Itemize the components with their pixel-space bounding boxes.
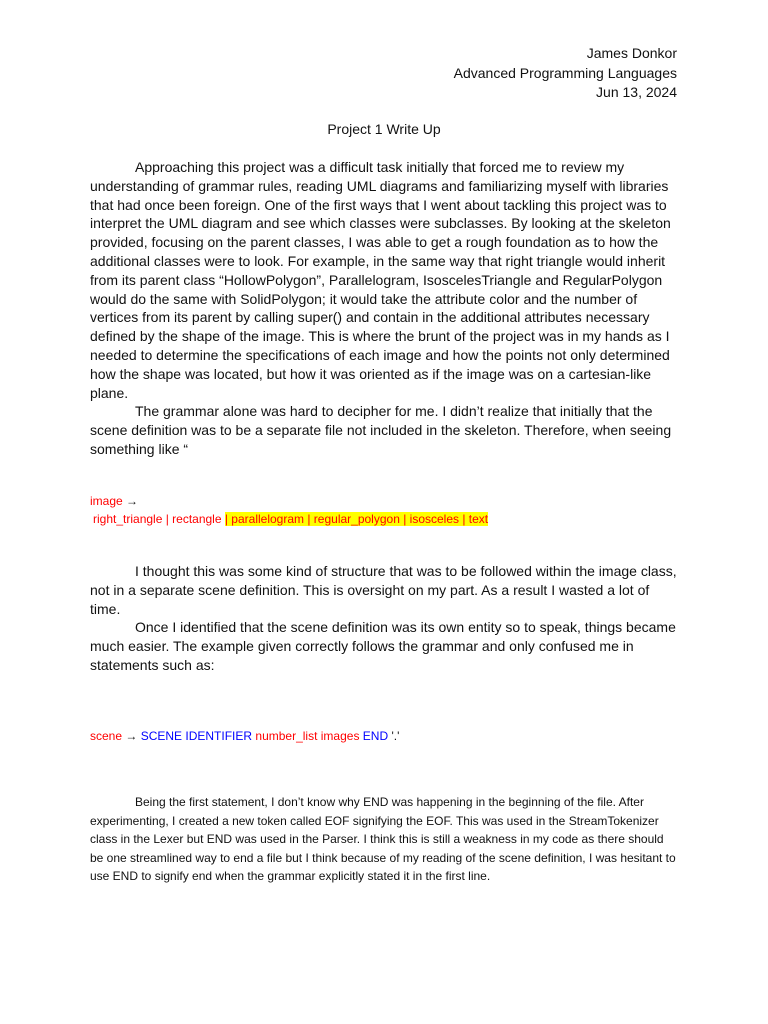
paragraph-approach (90, 158, 680, 459)
grammar-scene-keyword-end: END (362, 729, 389, 743)
grammar-scene-nonterminals: number_list images (252, 729, 363, 743)
paragraph-end-token (90, 793, 680, 886)
paragraph-approach-text: Approaching this project was a difficult task initially that forced me to review my understanding of grammar rules, reading UML diagrams and familiarizing myself with libraries that had once been foreign. One of the first ways that I went about tackling this project was to interpret the UML diagram and see which classes were subclasses. By looking at the skeleton provided, focusing on the parent classes, I was able to get a rough foundation as to how the additional classes were to look. For example, in the same way that right triangle would inherit from its parent class “HollowPolygon”, Parallelogram, IsoscelesTriangle and RegularPolygon would do the same with SolidPolygon; it would take the attribute color and the number of vertices from its parent by calling super() and contain in the additional attributes necessary defined by the shape of the image. This is where the brunt of the project was in my hands as I needed to determine the specifications of each image and how the points not only determined how the shape was located, but how it was oriented as if the image was on a cartesian-like plane. (90, 159, 671, 401)
paragraph-end-token-text: Being the first statement, I don’t know why END was happening in the beginning of the file. After experimenting, I created a new token called EOF signifying the EOF. This was used in the StreamTokenizer class in the Lexer but END was used in the Parser. I think this is still a weakness in my code as there should be one streamlined way to end a file but I think because of my reading of the scene definition, I was hesitant to use END to signify end when the grammar explicitly stated it in the first line. (90, 795, 676, 883)
paragraph-oversight-text: I thought this was some kind of structure that was to be followed within the image class, not in a separate scene definition. This is oversight on my part. As a result I wasted a lot of time. (90, 563, 677, 617)
grammar-image-alternatives-highlighted: | parallelogram | regular_polygon | isosceles | text (224, 512, 489, 526)
grammar-image-alternatives: right_triangle | rectangle (93, 512, 225, 526)
grammar-image-lhs: image (90, 494, 123, 508)
grammar-scene-keyword-scene: SCENE IDENTIFIER (140, 729, 253, 743)
paragraph-grammar-text: The grammar alone was hard to decipher for me. I didn’t realize that initially that the scene definition was to be a separate file not included in the skeleton. Therefore, when seeing something like “ (90, 403, 672, 457)
grammar-scene-terminal: '.' (388, 729, 400, 743)
paragraph-oversight (90, 562, 680, 618)
paragraph-scene-definition-text: Once I identified that the scene definition was its own entity so to speak, things became much easier. The example given correctly follows the grammar and only confused me in statements such as: (90, 619, 676, 673)
grammar-scene-lhs: scene (90, 729, 123, 743)
document-header (454, 44, 677, 103)
course-name: Advanced Programming Languages (453, 64, 677, 81)
document-title: Project 1 Write Up (327, 121, 441, 137)
grammar-rule-image (90, 492, 488, 528)
document-date: Jun 13, 2024 (596, 84, 677, 100)
grammar-scene-arrow: → (122, 729, 141, 743)
grammar-image-arrow: → (122, 494, 139, 508)
grammar-rule-scene (90, 727, 399, 745)
author-name: James Donkor (586, 45, 677, 61)
paragraph-scene-definition (90, 618, 680, 674)
